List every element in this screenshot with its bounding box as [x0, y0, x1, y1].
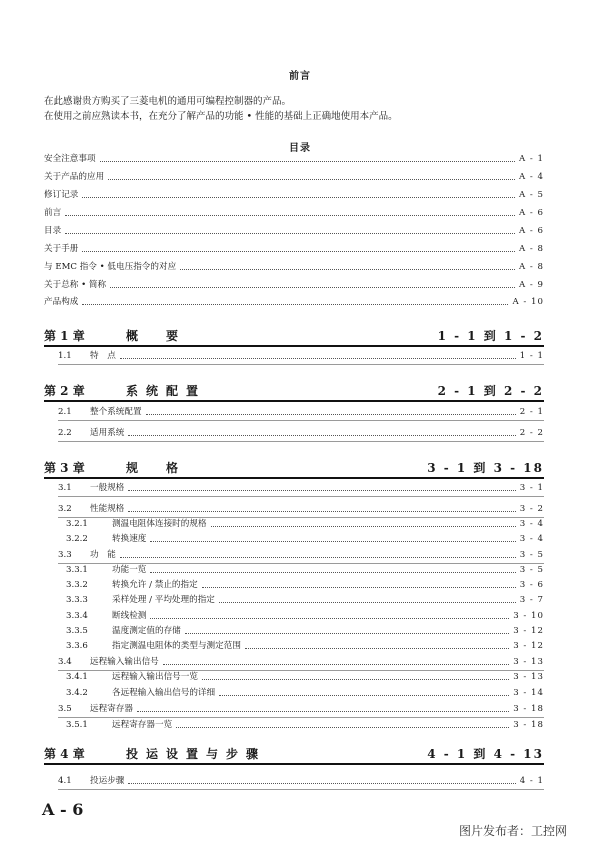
dot-leader	[82, 197, 515, 198]
chapter-rule	[44, 477, 544, 479]
section-number: 3.3.1	[66, 565, 88, 575]
dot-leader	[176, 727, 509, 728]
section-page: 3 - 13	[513, 657, 544, 667]
toc-entry-label: 目录	[44, 226, 62, 236]
section-page: 3 - 2	[519, 504, 544, 514]
section-page: 3 - 18	[513, 704, 544, 714]
section-number: 2.1	[58, 407, 72, 417]
section-page: 3 - 5	[519, 550, 544, 560]
chapter-heading[interactable]	[44, 458, 544, 476]
section-number: 3.5.1	[66, 720, 88, 730]
section-label: 温度测定值的存储	[112, 626, 181, 636]
section-label: 远程输入输出信号一览	[112, 672, 198, 682]
section-label: 功 能	[90, 550, 116, 560]
section-number: 1.1	[58, 351, 72, 361]
section-underline	[58, 364, 544, 365]
section-entry[interactable]	[66, 640, 544, 652]
dot-leader	[82, 304, 508, 305]
section-page: 3 - 6	[519, 580, 544, 590]
section-page: 3 - 1	[519, 483, 544, 493]
chapter-page-range: 4 - 1 到 4 - 13	[427, 747, 544, 761]
toc-entry-page: A - 6	[518, 226, 544, 236]
section-entry[interactable]	[58, 350, 544, 362]
toc-entry[interactable]	[44, 189, 544, 201]
toc-entry[interactable]	[44, 153, 544, 165]
toc-entry-label: 关于手册	[44, 244, 79, 254]
section-number: 3.3.2	[66, 580, 88, 590]
chapter-heading[interactable]	[44, 381, 544, 399]
section-underline	[58, 496, 544, 497]
toc-entry-page: A - 8	[518, 244, 544, 254]
section-entry[interactable]	[58, 703, 544, 715]
chapter-heading[interactable]	[44, 326, 544, 344]
chapter-number: 第 3 章	[44, 461, 85, 475]
dot-leader	[108, 179, 515, 180]
section-label: 各远程输入输出信号的详细	[112, 688, 216, 698]
chapter-rule	[44, 763, 544, 765]
dot-leader	[150, 618, 509, 619]
dot-leader	[202, 679, 509, 680]
section-label: 性能规格	[90, 504, 125, 514]
section-page: 2 - 1	[519, 407, 544, 417]
toc-entry-label: 关于产品的应用	[44, 172, 105, 182]
section-entry[interactable]	[58, 406, 544, 418]
section-number: 3.2.2	[66, 534, 88, 544]
toc-entry-page: A - 6	[518, 208, 544, 218]
preface-line-1: 在此感谢贵方购买了三菱电机的通用可编程控制器的产品。	[44, 96, 292, 107]
toc-entry[interactable]	[44, 171, 544, 183]
dot-leader	[65, 233, 515, 234]
section-page: 3 - 5	[519, 565, 544, 575]
section-entry[interactable]	[66, 564, 544, 576]
section-underline	[58, 717, 544, 718]
dot-leader	[100, 161, 515, 162]
toc-entry-page: A - 1	[518, 154, 544, 164]
section-entry[interactable]	[66, 719, 544, 731]
section-number: 3.3.5	[66, 626, 88, 636]
chapter-page-range: 2 - 1 到 2 - 2	[437, 384, 544, 398]
section-page: 3 - 4	[519, 534, 544, 544]
dot-leader	[128, 490, 515, 491]
section-entry[interactable]	[66, 671, 544, 683]
dot-leader	[82, 251, 515, 252]
chapter-rule	[44, 400, 544, 402]
section-number: 2.2	[58, 428, 72, 438]
section-page: 3 - 18	[513, 720, 544, 730]
section-page: 3 - 12	[513, 626, 544, 636]
toc-entry-label: 安全注意事项	[44, 154, 96, 164]
section-entry[interactable]	[58, 775, 544, 787]
chapter-heading[interactable]	[44, 744, 544, 762]
section-entry[interactable]	[66, 594, 544, 606]
section-underline	[58, 441, 544, 442]
chapter-number: 第 2 章	[44, 384, 85, 398]
section-number: 3.3.4	[66, 611, 88, 621]
section-entry[interactable]	[58, 656, 544, 668]
toc-entry[interactable]	[44, 243, 544, 255]
section-entry[interactable]	[66, 625, 544, 637]
dot-leader	[128, 435, 515, 436]
chapter-title: 投运设置与步骤	[126, 747, 267, 761]
chapter-title: 概 要	[126, 329, 187, 343]
dot-leader	[128, 511, 515, 512]
toc-entry[interactable]	[44, 296, 544, 308]
chapter-page-range: 1 - 1 到 1 - 2	[437, 329, 544, 343]
dot-leader	[185, 633, 509, 634]
toc-entry-page: A - 8	[518, 262, 544, 272]
chapter-title: 规 格	[126, 461, 187, 475]
chapter-number: 第 1 章	[44, 329, 85, 343]
dot-leader	[120, 557, 516, 558]
section-label: 一般规格	[90, 483, 125, 493]
toc-entry-page: A - 9	[518, 280, 544, 290]
section-number: 3.3.6	[66, 641, 88, 651]
section-entry[interactable]	[66, 579, 544, 591]
section-entry[interactable]	[66, 610, 544, 622]
section-label: 指定测温电阻体的类型与测定范围	[112, 641, 241, 651]
toc-title: 目录	[289, 143, 311, 154]
toc-entry-label: 前言	[44, 208, 62, 218]
dot-leader	[150, 572, 515, 573]
toc-entry-label: 产品构成	[44, 297, 79, 307]
dot-leader	[120, 358, 516, 359]
dot-leader	[245, 648, 509, 649]
section-entry[interactable]	[66, 518, 544, 530]
dot-leader	[146, 414, 516, 415]
section-number: 3.1	[58, 483, 72, 493]
toc-entry-label: 关于总称 • 简称	[44, 280, 107, 290]
section-entry[interactable]	[58, 549, 544, 561]
section-number: 3.4.2	[66, 688, 88, 698]
section-label: 断线检测	[112, 611, 147, 621]
chapter-rule	[44, 345, 544, 347]
toc-entry-label: 与 EMC 指令 • 低电压指令的对应	[44, 262, 177, 272]
section-label: 投运步骤	[90, 776, 125, 786]
section-page: 4 - 1	[519, 776, 544, 786]
section-number: 3.2.1	[66, 519, 88, 529]
dot-leader	[137, 711, 509, 712]
toc-entry-label: 修订记录	[44, 190, 79, 200]
toc-entry-page: A - 10	[512, 297, 544, 307]
dot-leader	[219, 695, 509, 696]
dot-leader	[211, 526, 516, 527]
section-number: 3.3	[58, 550, 72, 560]
section-label: 测温电阻体连接时的规格	[112, 519, 207, 529]
section-page: 1 - 1	[519, 351, 544, 361]
dot-leader	[110, 287, 515, 288]
section-label: 远程寄存器	[90, 704, 133, 714]
section-number: 3.4	[58, 657, 72, 667]
dot-leader	[150, 541, 515, 542]
chapter-page-range: 3 - 1 到 3 - 18	[427, 461, 544, 475]
section-entry[interactable]	[58, 427, 544, 439]
watermark: 图片发布者：工控网	[459, 824, 568, 838]
section-number: 3.5	[58, 704, 72, 714]
section-page: 3 - 7	[519, 595, 544, 605]
toc-entry-page: A - 5	[518, 190, 544, 200]
section-label: 整个系统配置	[90, 407, 142, 417]
section-label: 远程输入输出信号	[90, 657, 159, 667]
dot-leader	[65, 215, 515, 216]
section-underline	[58, 420, 544, 421]
section-label: 转换速度	[112, 534, 147, 544]
preface-line-2: 在使用之前应熟读本书，在充分了解产品的功能 • 性能的基础上正确地使用本产品。	[44, 111, 398, 122]
footer-page-number: A - 6	[42, 800, 84, 819]
section-underline	[58, 789, 544, 790]
section-page: 3 - 10	[513, 611, 544, 621]
section-page: 3 - 14	[513, 688, 544, 698]
section-label: 采样处理 / 平均处理的指定	[112, 595, 215, 605]
toc-entry[interactable]	[44, 279, 544, 291]
dot-leader	[219, 602, 516, 603]
toc-entry[interactable]	[44, 207, 544, 219]
section-label: 功能一览	[112, 565, 147, 575]
section-page: 3 - 13	[513, 672, 544, 682]
section-entry[interactable]	[66, 687, 544, 699]
section-entry[interactable]	[58, 503, 544, 515]
section-label: 适用系统	[90, 428, 125, 438]
section-label: 特 点	[90, 351, 116, 361]
section-page: 3 - 12	[513, 641, 544, 651]
preface-title: 前言	[289, 71, 311, 82]
section-page: 3 - 4	[519, 519, 544, 529]
chapter-number: 第 4 章	[44, 747, 85, 761]
toc-entry-page: A - 4	[518, 172, 544, 182]
toc-entry[interactable]	[44, 261, 544, 273]
section-page: 2 - 2	[519, 428, 544, 438]
dot-leader	[180, 269, 515, 270]
dot-leader	[202, 587, 516, 588]
section-number: 3.4.1	[66, 672, 88, 682]
chapter-title: 系统配置	[126, 384, 207, 398]
section-entry[interactable]	[66, 533, 544, 545]
section-label: 转换允许 / 禁止的指定	[112, 580, 198, 590]
dot-leader	[163, 664, 509, 665]
section-number: 4.1	[58, 776, 72, 786]
toc-entry[interactable]	[44, 225, 544, 237]
section-number: 3.2	[58, 504, 72, 514]
section-entry[interactable]	[58, 482, 544, 494]
section-number: 3.3.3	[66, 595, 88, 605]
section-label: 远程寄存器一览	[112, 720, 173, 730]
dot-leader	[128, 783, 515, 784]
